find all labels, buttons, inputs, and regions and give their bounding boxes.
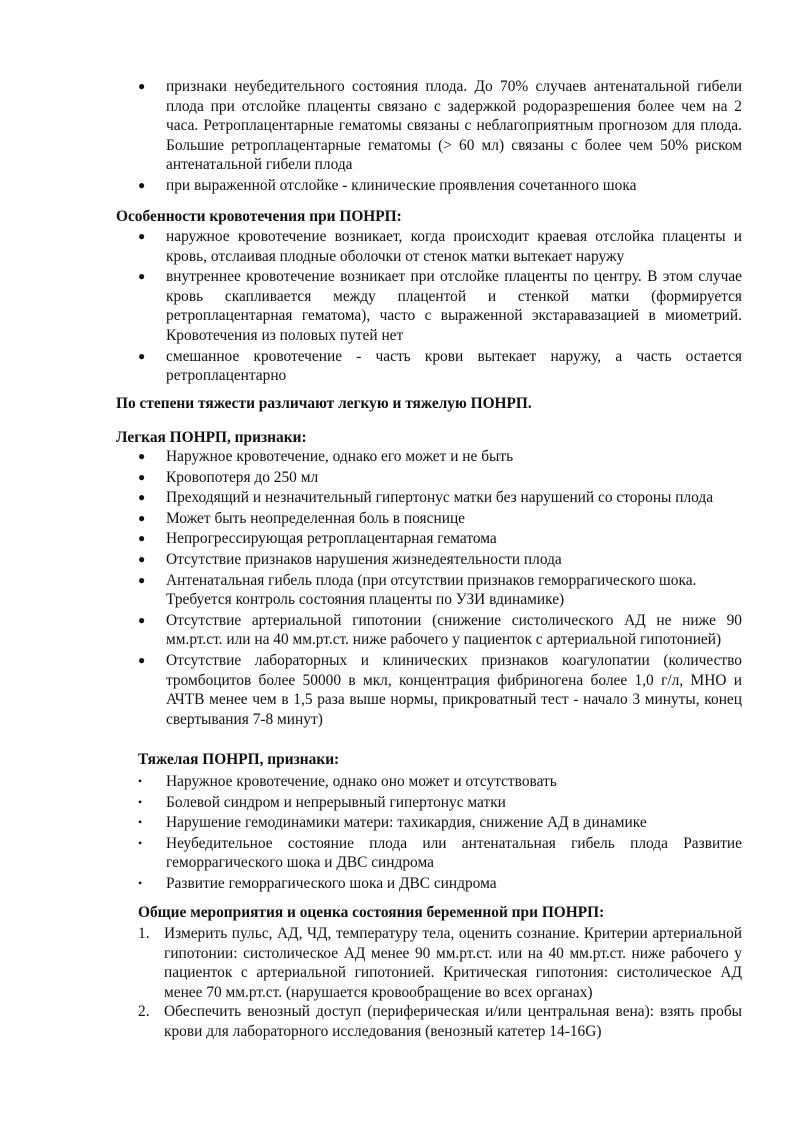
list-item: ● Преходящий и незначительный гипертонус матки без нарушений со стороны плода xyxy=(138,489,714,507)
list-item: ● Отсутствие признаков нарушения жизнедеятельности плода xyxy=(138,550,562,568)
bullet-icon: ● xyxy=(138,177,146,192)
bleeding-heading: Особенности кровотечения при ПОНРП: xyxy=(116,208,402,225)
bullet-icon: ● xyxy=(138,469,146,484)
list-item: ● Кровопотеря до 250 мл xyxy=(138,468,319,486)
light-form-list xyxy=(138,447,742,730)
general-measures-list xyxy=(138,924,742,1042)
list-item: ● Непрогрессирующая ретроплацентарная гематома xyxy=(138,530,497,548)
list-item: ● Антенатальная гибель плода (при отсутствии признаков геморрагического шока. Требуется контроль состояния плаценты по УЗИ вдинамике) xyxy=(138,571,697,609)
light-form-heading: Легкая ПОНРП, признаки: xyxy=(116,429,307,446)
list-item: ● внутреннее кровотечение возникает при отслойке плаценты по центру. В этом случае кровь скапливается между плацентой и стенкой матки (формируется ретроплацентарная гематома), часто с выраженной экстаравазацией в миометрий. Кровотечения из половых путей нет xyxy=(138,268,742,344)
item-number: 1. xyxy=(138,925,150,942)
list-item: 1. Измерить пульс, АД, ЧД, температуру тела, оценить сознание. Критерии артериальной гипотонии: систолическое АД менее 90 мм.рт.ст. или на 40 мм.рт.ст. ниже рабочего у пациенток с артериальной гипотонией. Критическая гипотония: систолическое АД менее 70 мм.рт.ст. (нарушается кровообращение во всех органах) xyxy=(138,925,742,1001)
bullet-icon: • xyxy=(138,774,143,788)
bullet-icon: ● xyxy=(138,652,146,667)
list-item: • Наружное кровотечение, однако оно может и отсутствовать xyxy=(138,773,557,790)
bullet-icon: ● xyxy=(138,79,146,93)
bullet-icon: ● xyxy=(138,612,146,627)
bullet-icon: ● xyxy=(138,449,146,463)
fetal-signs-list xyxy=(138,77,742,197)
heavy-form-heading: Тяжелая ПОНРП, признаки: xyxy=(138,751,340,768)
list-item: ● при выраженной отслойке - клинические проявления сочетанного шока xyxy=(138,176,637,194)
bullet-icon: • xyxy=(138,875,143,890)
bullet-icon: ● xyxy=(138,531,146,546)
list-item: • Неубедительное состояние плода или антенатальная гибель плода Развитие геморрагического шока и ДВС синдрома xyxy=(138,834,742,872)
bullet-icon: ● xyxy=(138,269,146,284)
list-item: ● Наружное кровотечение, однако его может и не быть xyxy=(138,448,514,465)
bullet-icon: ● xyxy=(138,229,146,243)
list-item: • Развитие геморрагического шока и ДВС синдрома xyxy=(138,874,497,892)
bullet-icon: • xyxy=(138,794,143,809)
list-item: ● Может быть неопределенная боль в пояснице xyxy=(138,509,466,527)
list-item: ● Отсутствие лабораторных и клинических признаков коагулопатии (количество тромбоцитов более 50000 в мкл, концентрация фибриногена более 1,0 г/л, МНО и АЧТВ менее чем в 1,5 раза выше нормы, прикроватный тест - начало 3 минуты, конец свертывания 7-8 минут) xyxy=(138,651,742,728)
bullet-icon: ● xyxy=(138,490,146,505)
list-item: ● Отсутствие артериальной гипотонии (снижение систолического АД не ниже 90 мм.рт.ст. или на 40 мм.рт.ст. ниже рабочего у пациенток с артериальной гипотонией) xyxy=(138,611,742,649)
bullet-icon: ● xyxy=(138,551,146,566)
list-item: ● смешанное кровотечение - часть крови вытекает наружу, а часть остается ретроплацентарно xyxy=(138,347,742,385)
bullet-icon: ● xyxy=(138,348,146,363)
bullet-icon: ● xyxy=(138,510,146,525)
list-item: • Нарушение гемодинамики матери: тахикардия, снижение АД в динамике xyxy=(138,814,647,832)
severity-heading: По степени тяжести различают легкую и тяжелую ПОНРП. xyxy=(116,395,532,412)
bullet-icon: ● xyxy=(138,572,146,587)
bullet-icon: • xyxy=(138,835,143,850)
bullet-icon: • xyxy=(138,815,143,830)
list-item: ● наружное кровотечение возникает, когда происходит краевая отслойка плаценты и кровь, отслаивая плодные оболочки от стенок матки вытекает наружу xyxy=(138,228,742,265)
bleeding-list xyxy=(138,227,742,387)
list-item: • Болевой синдром и непрерывный гипертонус матки xyxy=(138,793,506,811)
general-measures-heading: Общие мероприятия и оценка состояния беременной при ПОНРП: xyxy=(138,904,605,921)
item-number: 2. xyxy=(138,1003,150,1021)
list-item: 2. Обеспечить венозный доступ (периферическая и/или центральная вена): взять пробы крови для лабораторного исследования (венозный катетер 14-16G) xyxy=(138,1003,742,1040)
list-item: ● признаки неубедительного состояния плода. До 70% случаев антенатальной гибели плода при отслойке плаценты связано с задержкой родоразрешения более чем на 2 часа. Ретроплацентарные гематомы связаны с неблагоприятным прогнозом для плода. Большие ретроплацентарные гематомы (> 60 мл) связаны с более чем 50% риском антенатальной гибели плода xyxy=(138,78,742,174)
heavy-form-list xyxy=(138,772,742,895)
